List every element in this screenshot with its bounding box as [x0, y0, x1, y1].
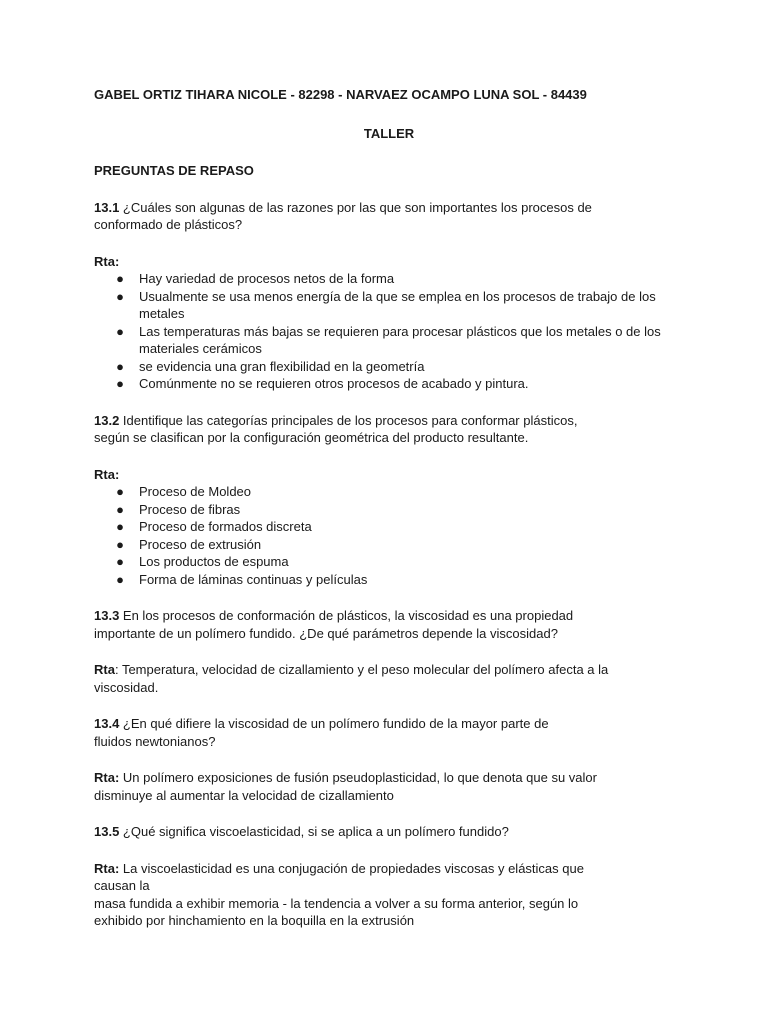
list-item	[94, 571, 684, 589]
bullet-icon: ●	[116, 554, 124, 569]
list-item-text: Proceso de fibras	[139, 501, 241, 517]
question-13-2	[94, 412, 684, 447]
list-item-text: Las temperaturas más bajas se requieren para procesar plásticos que los metales o de los materiales cerámicos	[139, 323, 661, 356]
question-text: ¿Qué significa viscoelasticidad, si se aplica a un polímero fundido?	[119, 824, 509, 839]
question-text: según se clasifican por la configuración geométrica del producto resultante.	[94, 430, 529, 445]
list-item	[94, 518, 684, 536]
list-item	[94, 358, 684, 376]
answer-label: Rta:	[94, 253, 120, 269]
list-item-text: se evidencia una gran flexibilidad en la geometría	[139, 358, 425, 374]
question-text: importante de un polímero fundido. ¿De qué parámetros depende la viscosidad?	[94, 625, 558, 641]
answer-text: viscosidad.	[94, 679, 159, 695]
answer-text: Un polímero exposiciones de fusión pseudoplasticidad, lo que denota que su valor	[119, 770, 597, 785]
list-item	[94, 375, 684, 393]
answer-text: causan la	[94, 878, 150, 893]
question-text: ¿Cuáles son algunas de las razones por las que son importantes los procesos de	[119, 199, 592, 215]
list-item	[94, 501, 684, 519]
list-item	[94, 536, 684, 554]
list-item-text: Proceso de extrusión	[139, 536, 262, 552]
question-text: conformado de plásticos?	[94, 217, 243, 232]
authors-line: GABEL ORTIZ TIHARA NICOLE - 82298 - NARVAEZ OCAMPO LUNA SOL - 84439	[94, 87, 587, 102]
answer-text: La viscoelasticidad es una conjugación de propiedades viscosas y elásticas que	[119, 860, 584, 876]
answer-text: : Temperatura, velocidad de cizallamiento y el peso molecular del polímero afecta a la	[114, 662, 609, 677]
answer-13-4	[94, 769, 684, 804]
document-page	[94, 86, 684, 930]
bullet-icon: ●	[116, 376, 124, 391]
question-text: Identifique las categorías principales de los procesos para conformar plásticos,	[119, 412, 578, 428]
answer-text: exhibido por hinchamiento en la boquilla en la extrusión	[94, 913, 415, 928]
question-13-4	[94, 715, 684, 750]
answer-list-13-1	[94, 270, 684, 393]
question-text: fluidos newtonianos?	[94, 733, 216, 749]
list-item-text: Los productos de espuma	[139, 554, 289, 569]
question-number: 13.1	[94, 199, 120, 215]
list-item-text: Comúnmente no se requieren otros procesos de acabado y pintura.	[139, 376, 529, 391]
list-item-text: Proceso de formados discreta	[139, 519, 312, 534]
bullet-icon: ●	[116, 484, 124, 499]
list-item	[94, 323, 684, 358]
list-item-text: Proceso de Moldeo	[139, 484, 252, 499]
question-text: En los procesos de conformación de plásticos, la viscosidad es una propiedad	[119, 608, 574, 623]
bullet-icon: ●	[116, 571, 124, 587]
answer-label: Rta:	[94, 860, 120, 876]
bullet-icon: ●	[116, 323, 124, 339]
answer-label: Rta:	[94, 466, 120, 482]
section-heading: PREGUNTAS DE REPASO	[94, 163, 254, 178]
bullet-icon: ●	[116, 358, 124, 374]
question-13-3	[94, 607, 684, 642]
list-item-text: Usualmente se usa menos energía de la que se emplea en los procesos de trabajo de los metales	[139, 288, 656, 321]
question-number: 13.4	[94, 716, 120, 731]
question-text: ¿En qué difiere la viscosidad de un polímero fundido de la mayor parte de	[119, 716, 549, 731]
list-item-text: Forma de láminas continuas y películas	[139, 571, 368, 587]
question-13-1	[94, 199, 684, 234]
question-number: 13.3	[94, 608, 120, 623]
question-13-5	[94, 823, 684, 841]
bullet-icon: ●	[116, 501, 124, 517]
list-item-text: Hay variedad de procesos netos de la forma	[139, 271, 395, 286]
bullet-icon: ●	[116, 271, 124, 286]
answer-label: Rta:	[94, 770, 120, 785]
list-item	[94, 288, 684, 323]
list-item	[94, 270, 684, 288]
answer-list-13-2	[94, 483, 684, 588]
bullet-icon: ●	[116, 288, 124, 304]
list-item	[94, 553, 684, 571]
list-item	[94, 483, 684, 501]
question-number: 13.5	[94, 824, 120, 839]
bullet-icon: ●	[116, 536, 124, 552]
answer-13-5	[94, 860, 684, 930]
answer-text: masa fundida a exhibir memoria - la tendencia a volver a su forma anterior, según lo	[94, 895, 579, 911]
document-title: TALLER	[363, 125, 415, 141]
question-number: 13.2	[94, 412, 120, 428]
answer-text: disminuye al aumentar la velocidad de cizallamiento	[94, 787, 394, 803]
answer-label: Rta	[94, 662, 115, 677]
answer-13-3	[94, 661, 684, 696]
bullet-icon: ●	[116, 519, 124, 534]
